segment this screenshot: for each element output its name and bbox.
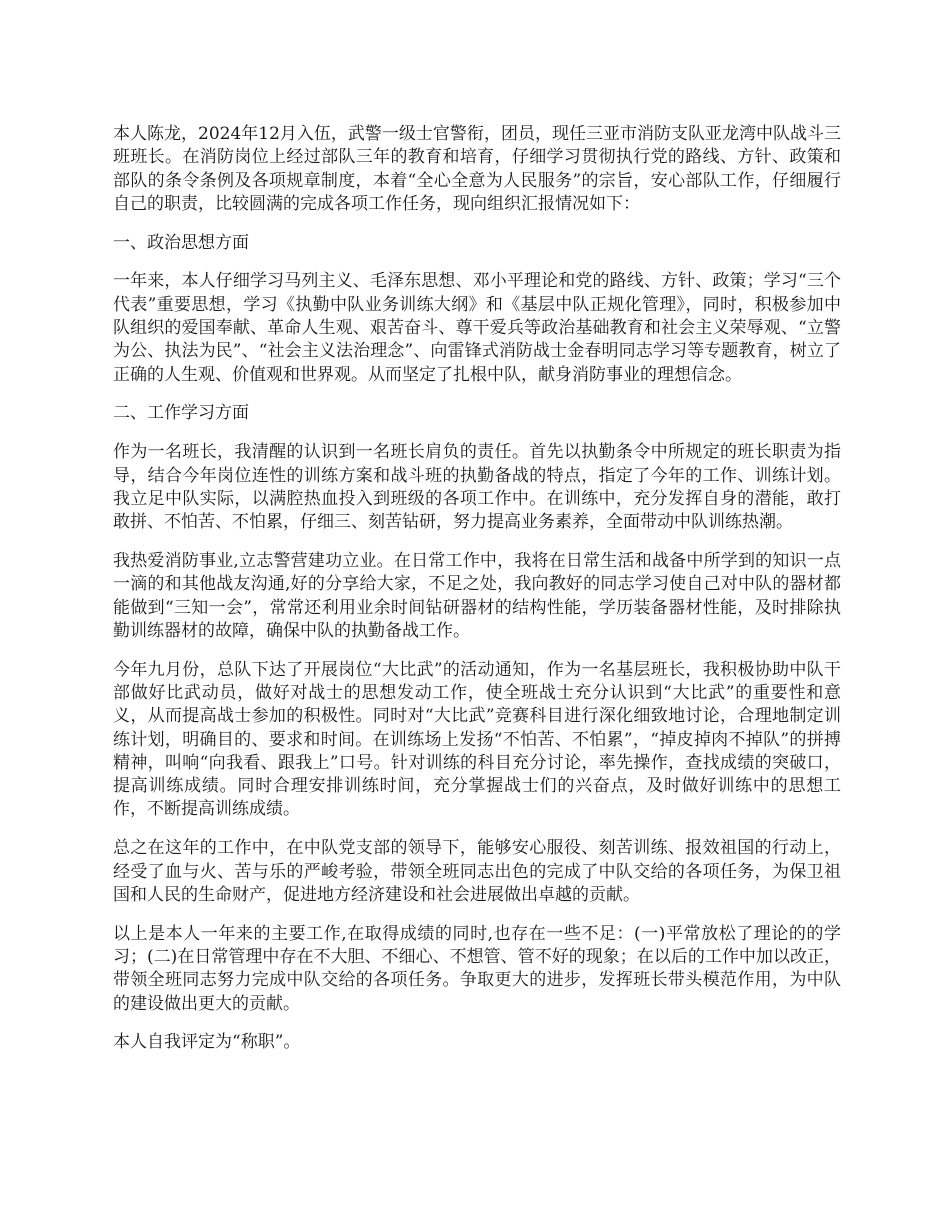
intro-paragraph: 本人陈龙，2024年12月入伍，武警一级士官警衔，团员，现任三亚市消防支队亚龙湾中队战斗三班班长。在消防岗位上经过部队三年的教育和培育，仔细学习贯彻执行党的路线、方针、政策和部队的条令条例及各项规章制度，本着“全心全意为人民服务”的宗旨，安心部队工作，仔细履行自己的职责，比较圆满的完成各项工作任务，现向组织汇报情况如下： [113,124,841,214]
document-body [113,123,841,1070]
section-heading-work-study: 二、工作学习方面 [113,403,249,424]
work-paragraph-3: 今年九月份，总队下达了开展岗位“大比武”的活动通知，作为一名基层班长，我积极协助中队干部做好比武动员，做好对战士的思想发动工作，使全班战士充分认识到“大比武”的重要性和意义，从而提高战士参加的积极性。同时对“大比武”竞赛科目进行深化细致地讨论，合理地制定训练计划，明确目的、要求和时间。在训练场上发扬“不怕苦、不怕累”，“掉皮掉肉不掉队”的拼搏精神，叫响“向我看、跟我上”口号。针对训练的科目充分讨论，率先操作，查找成绩的突破口，提高训练成绩。同时合理安排训练时间，充分掌握战士们的兴奋点，及时做好训练中的思想工作，不断提高训练成绩。 [113,659,841,820]
summary-paragraph: 总之在这年的工作中，在中队党支部的领导下，能够安心服役、刻苦训练、报效祖国的行动上，经受了血与火、苦与乐的严峻考验，带领全班同志出色的完成了中队交给的各项任务，为保卫祖国和人民的生命财产，促进地方经济建设和社会进展做出卓越的贡献。 [113,838,841,905]
self-evaluation-paragraph: 本人自我评定为“称职”。 [113,1032,301,1053]
work-paragraph-2: 我热爱消防事业,立志警营建功立业。在日常工作中，我将在日常生活和战备中所学到的知识一点一滴的和其他战友沟通,好的分享给大家，不足之处，我向教好的同志学习使自己对中队的器材都能做到“三知一会”，常常还利用业余时间钻研器材的结构性能，学历装备器材性能，及时排除执勤训练器材的故障，确保中队的执勤备战工作。 [113,550,841,641]
shortcomings-paragraph: 以上是本人一年来的主要工作,在取得成绩的同时,也存在一些不足：(一)平常放松了理论的的学习；(二)在日常管理中存在不大胆、不细心、不想管、管不好的现象；在以后的工作中加以改正，带领全班同志努力完成中队交给的各项任务。争取更大的进步，发挥班长带头模范作用，为中队的建设做出更大的贡献。 [113,923,841,1014]
work-paragraph-1: 作为一名班长，我清醒的认识到一名班长肩负的责任。首先以执勤条令中所规定的班长职责为指导，结合今年岗位连性的训练方案和战斗班的执勤备战的特点，指定了今年的工作、训练计划。我立足中队实际，以满腔热血投入到班级的各项工作中。在训练中，充分发挥自身的潜能，敢打敢拼、不怕苦、不怕累，仔细三、刻苦钻研，努力提高业务素养，全面带动中队训练热潮。 [113,442,841,533]
political-paragraph: 一年来，本人仔细学习马列主义、毛泽东思想、邓小平理论和党的路线、方针、政策；学习“三个代表”重要思想，学习《执勤中队业务训练大纲》和《基层中队正规化管理》，同时，积极参加中队组织的爱国奉献、革命人生观、艰苦奋斗、尊干爱兵等政治基础教育和社会主义荣辱观、“立警为公、执法为民”、“社会主义法治理念”、向雷锋式消防战士金春明同志学习等专题教育，树立了正确的人生观、价值观和世界观。从而坚定了扎根中队，献身消防事业的理想信念。 [113,271,841,385]
section-heading-political: 一、政治思想方面 [113,232,249,253]
